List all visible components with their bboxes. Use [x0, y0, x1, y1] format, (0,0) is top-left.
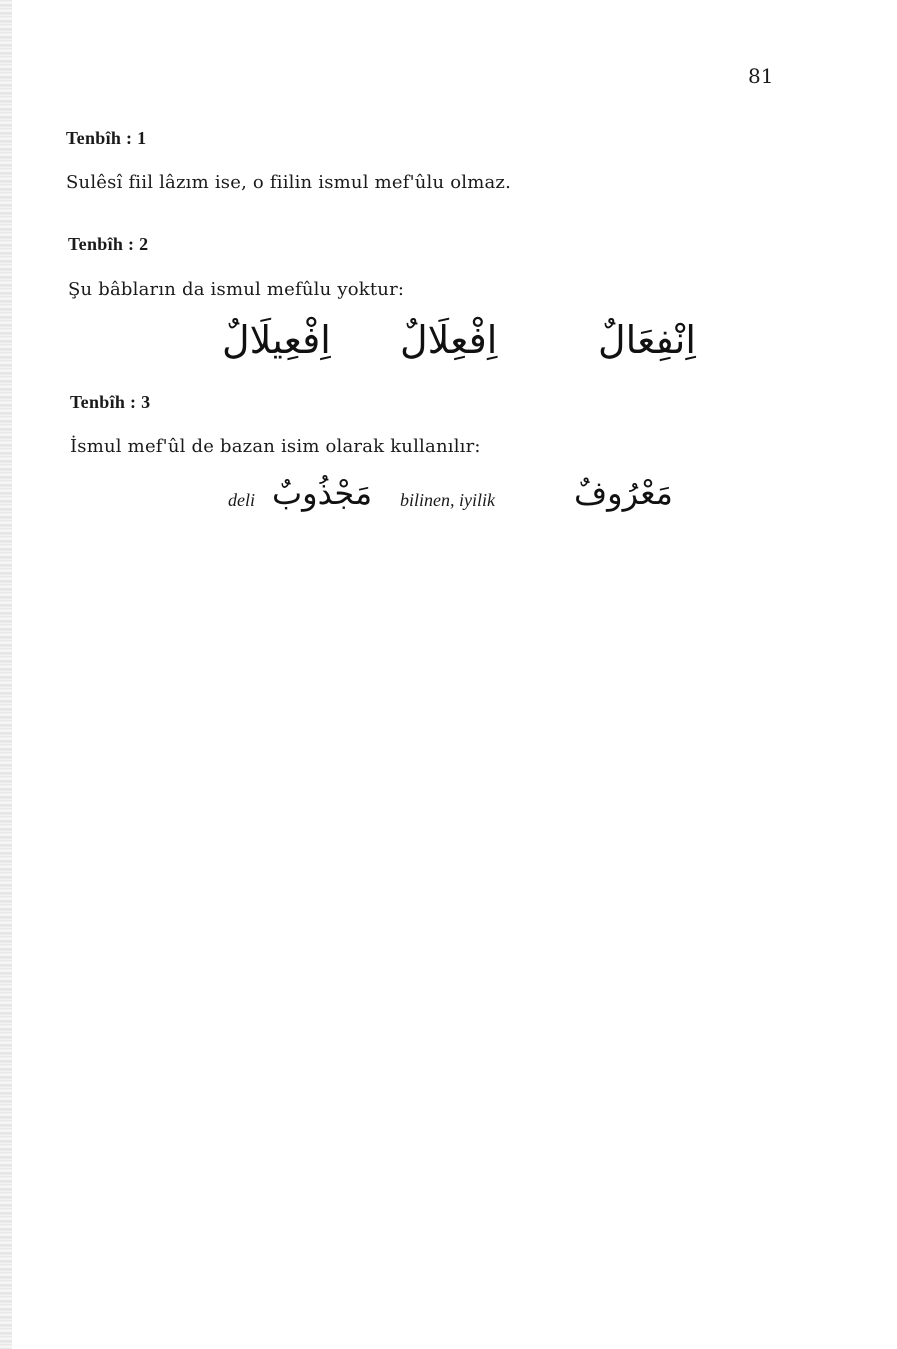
example-arabic-maruf: مَعْرُوفٌ	[574, 474, 673, 512]
note-1-text: Sulêsî fiil lâzım ise, o fiilin ismul mef'ûlu olmaz.	[66, 172, 512, 193]
note-2-text: Şu bâbların da ismul mefûlu yoktur:	[68, 279, 405, 300]
arabic-form-ifilal: اِفْعِلَالٌ	[400, 318, 498, 362]
example-arabic-mecdhub: مَجْذُوبٌ	[272, 474, 373, 512]
arabic-form-infial: اِنْفِعَالٌ	[598, 318, 696, 362]
example-meaning-maruf: bilinen, iyilik	[400, 490, 495, 510]
example-meaning-mecdhub: deli	[228, 490, 255, 510]
note-3-heading: Tenbîh : 3	[70, 392, 151, 412]
scan-edge	[0, 0, 12, 1349]
note-3-text: İsmul mef'ûl de bazan isim olarak kullanılır:	[70, 436, 481, 457]
arabic-form-ifiylal: اِفْعِيلَالٌ	[222, 318, 331, 362]
note-1-heading: Tenbîh : 1	[66, 128, 147, 148]
page-number: 81	[748, 64, 774, 88]
note-2-heading: Tenbîh : 2	[68, 234, 149, 254]
